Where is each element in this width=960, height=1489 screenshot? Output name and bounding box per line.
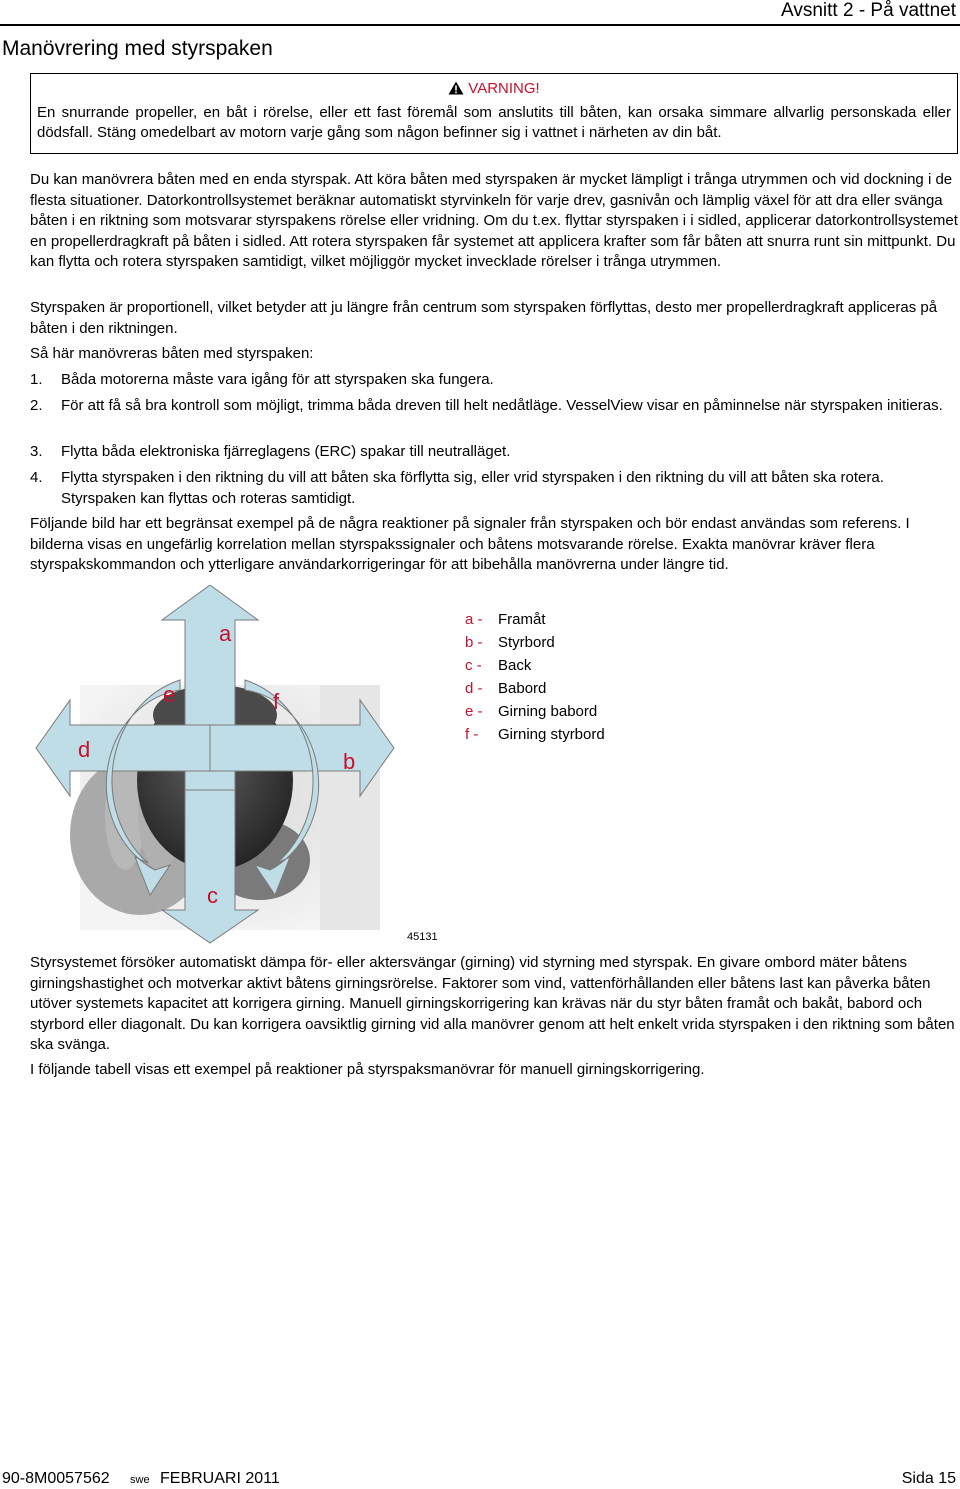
legend-value: Girning styrbord (498, 726, 605, 743)
joystick-illustration (30, 585, 450, 945)
step-text: För att få så bra kontroll som möjligt, trimma båda dreven till helt nedåtläge. VesselView visar en påminnelse när styrspaken initieras. (61, 397, 943, 414)
intro-paragraph-1: Du kan manövrera båten med en enda styrspak. Att köra båten med styrspaken är mycket lämpligt i trånga utrymmen och vid dockning i de flesta situationer. Datorkontrollsystemet beräknar automatiskt styrvinkeln för varje drev, gasnivån och lämplig växel för att dra eller svänga båten i en riktning som motsvarar styrspakens rörelse eller vridning. Om du t.ex. flyttar styrspaken i i sidled, applicerar datorkontrollsystemet en propellerdragkraft på båten i sidled. Att rotera styrspaken får systemet att applicera krafter som får båten att snurra runt sin mittpunkt. Du kan flytta och rotera styrspaken samtidigt, vilket möjliggör mycket invecklade rörelser i trånga utrymmen. (30, 171, 958, 270)
legend-item (465, 677, 665, 700)
label-c: c (207, 883, 218, 908)
publication-date: FEBRUARI 2011 (160, 1470, 280, 1487)
header-divider (0, 24, 960, 26)
step-number: 1. (30, 371, 43, 388)
page-footer (0, 1470, 960, 1489)
document-number: 90-8M0057562 (2, 1470, 110, 1487)
figure-id: 45131 (407, 931, 438, 943)
intro-paragraph-3: Så här manövreras båten med styrspaken: (30, 345, 314, 362)
legend-key: d - (465, 680, 483, 697)
section-title: Avsnitt 2 - På vattnet (781, 0, 956, 21)
label-f: f (273, 689, 280, 714)
intro-paragraph-2: Styrspaken är proportionell, vilket betyder att ju längre från centrum som styrspaken förflyttas, desto mer propellerdragkraft appliceras på båten i den riktningen. (30, 299, 938, 337)
legend-item (465, 608, 665, 631)
yaw-paragraph: Styrsystemet försöker automatiskt dämpa för- eller aktersvängar (girning) vid styrning med styrspak. En givare ombord mäter båtens girningshastighet och motverkar aktivt båtens girningsrörelse. Faktorer som vind, vattenförhållanden eller båtens last kan påverka båten utöver systemets kapacitet att korrigera girning. Manuell girningskorrigering kan krävas när du styr båten framåt och bakåt, babord och styrbord eller diagonalt. Du kan korrigera oavsiktlig girning vid alla manövrer genom att helt enkelt vrida styrspaken i den riktning som båten ska svänga. (30, 954, 955, 1053)
figure-intro-paragraph: Följande bild har ett begränsat exempel på de några reaktioner på signaler från styrspaken och bör endast användas som referens. I bilderna visas en ungefärlig korrelation mellan styrspakssignaler och båtens motsvarande rörelse. Exakta manövrar kräver flera styrspakskommandon och ytterligare användarkorrigeringar för att bibehålla manövrerna under längre tid. (30, 515, 910, 573)
legend-value: Babord (498, 680, 547, 697)
label-a: a (219, 621, 232, 646)
page-title: Manövrering med styrspaken (2, 37, 273, 60)
step-text: Flytta styrspaken i den riktning du vill att båten ska förflytta sig, eller vrid styrspaken i den riktning du vill att båten ska rotera. Styrspaken kan flyttas och roteras samtidigt. (61, 469, 884, 507)
legend-item (465, 700, 665, 723)
language-code: swe (130, 1474, 150, 1486)
legend-item (465, 631, 665, 654)
table-intro-paragraph: I följande tabell visas ett exempel på reaktioner på styrspaksmanövrar för manuell girningskorrigering. (30, 1061, 705, 1078)
legend-key: f - (465, 726, 479, 743)
warning-heading (31, 80, 957, 97)
label-d: d (78, 737, 91, 762)
label-e: e (163, 682, 176, 707)
legend-value: Back (498, 657, 532, 674)
warning-label: VARNING! (468, 80, 540, 97)
legend-item (465, 723, 665, 746)
legend-key: c - (465, 657, 482, 674)
figure-legend (465, 608, 665, 746)
legend-key: e - (465, 703, 483, 720)
legend-item (465, 654, 665, 677)
step-text: Båda motorerna måste vara igång för att styrspaken ska fungera. (61, 371, 494, 388)
legend-key: b - (465, 634, 483, 651)
warning-triangle-icon (448, 81, 464, 95)
step-number: 2. (30, 397, 43, 414)
legend-key: a - (465, 611, 483, 628)
legend-value: Framåt (498, 611, 546, 628)
page-number: Sida 15 (901, 1470, 956, 1487)
legend-value: Styrbord (498, 634, 555, 651)
legend-value: Girning babord (498, 703, 598, 720)
step-number: 4. (30, 469, 43, 486)
warning-box (30, 73, 958, 154)
warning-text: En snurrande propeller, en båt i rörelse, eller ett fast föremål som anslutits till båten, kan orsaka simmare allvarlig personskada eller dödsfall. Stäng omedelbart av motorn varje gång som någon befinner sig i vattnet i närheten av din båt. (37, 104, 951, 141)
step-number: 3. (30, 443, 43, 460)
label-b: b (343, 749, 356, 774)
step-text: Flytta båda elektroniska fjärreglagens (ERC) spakar till neutralläget. (61, 443, 511, 460)
